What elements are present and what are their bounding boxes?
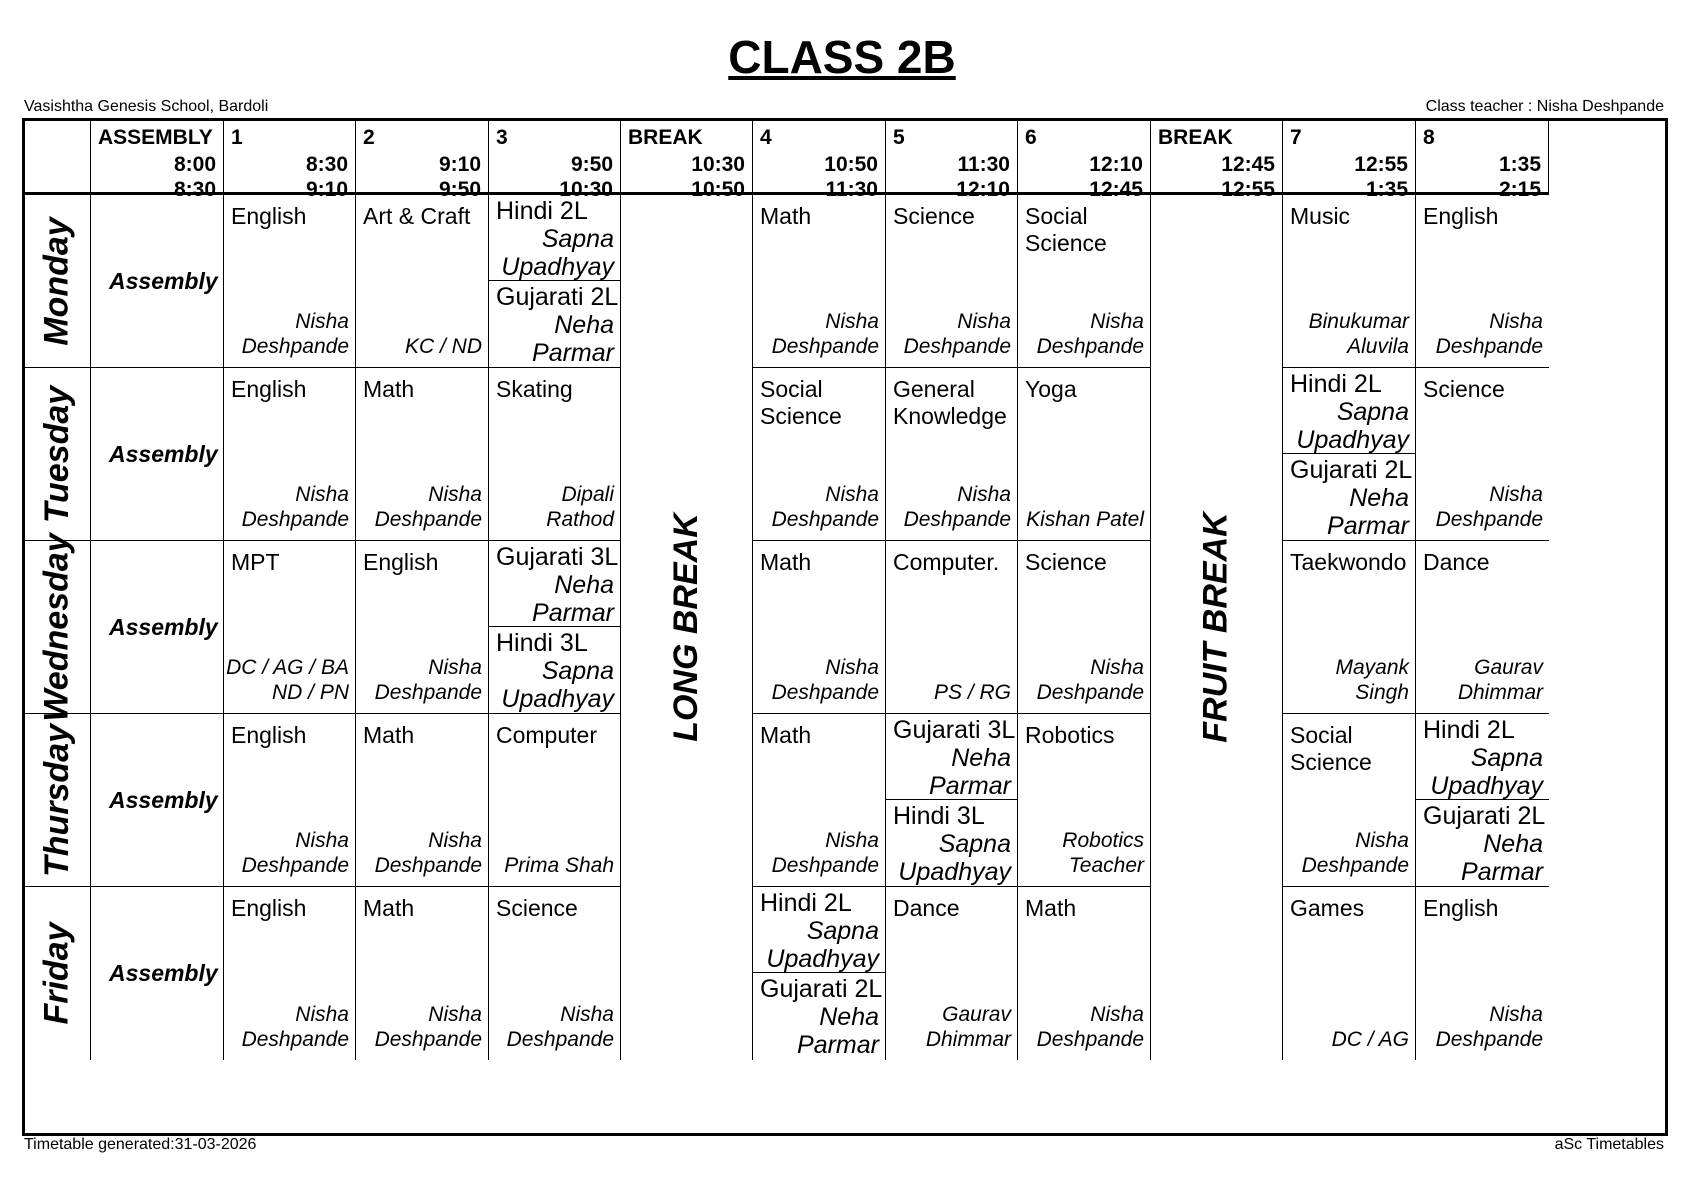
period-label: 1 (231, 126, 243, 149)
period-end: 8:30 (173, 178, 216, 201)
teacher-name: Nisha Deshpande (1301, 829, 1409, 877)
period-label: 6 (1025, 126, 1037, 149)
teacher-name: Neha Parmar (797, 1003, 879, 1059)
lesson-cell (753, 541, 886, 714)
split-lesson (886, 800, 1017, 887)
split-lesson (489, 627, 620, 714)
period-end: 10:30 (559, 178, 613, 201)
day-wrap (25, 368, 90, 540)
period-label: 5 (893, 126, 905, 149)
teacher-name: Robotics Teacher (1062, 829, 1144, 877)
lesson-cell (1018, 714, 1151, 887)
split-lesson (886, 714, 1017, 800)
split-lesson (1416, 714, 1549, 800)
lesson-cell (753, 714, 886, 887)
subject-name: Dance (1423, 549, 1490, 575)
teacher-name: Gaurav Dhimmar (1457, 656, 1543, 704)
subject-name: English (1423, 895, 1499, 921)
subject-name: Hindi 2L (1423, 716, 1515, 744)
subject-name: Computer. (893, 549, 1000, 575)
day-name: Monday (38, 216, 77, 346)
period-label: 2 (363, 126, 375, 149)
period-header (1283, 121, 1416, 201)
subject-name: Science (1025, 549, 1107, 575)
day-wrap (25, 714, 90, 886)
lesson-cell (489, 714, 621, 887)
day-label-cell (25, 368, 91, 541)
teacher-name: Nisha Deshpande (374, 1003, 482, 1051)
teacher-name: Nisha Deshpande (771, 310, 879, 358)
day-label-cell (25, 887, 91, 1060)
break-column (621, 195, 753, 1060)
assembly-cell (91, 887, 224, 1060)
split-lesson (489, 195, 620, 281)
period-header (91, 121, 224, 201)
teacher-name: Nisha Deshpande (374, 829, 482, 877)
period-end: 11:30 (825, 178, 878, 201)
teacher-name: Gaurav Dhimmar (925, 1003, 1011, 1051)
day-label-cell (25, 195, 91, 368)
assembly-cell (91, 541, 224, 714)
lesson-cell (1416, 368, 1549, 541)
teacher-name: Nisha Deshpande (1036, 656, 1144, 704)
lesson-cell (1283, 541, 1416, 714)
assembly-cell (91, 368, 224, 541)
split-lesson (489, 541, 620, 627)
teacher-name: KC / ND (404, 335, 482, 358)
assembly-cell (91, 195, 224, 368)
timetable-grid (22, 118, 1668, 1136)
teacher-name: Nisha Deshpande (1435, 1003, 1543, 1051)
period-header (1151, 121, 1283, 201)
lesson-cell (356, 541, 489, 714)
period-label: ASSEMBLY (98, 126, 213, 149)
subject-name: MPT (231, 549, 280, 575)
subject-name: Hindi 3L (893, 802, 985, 830)
teacher-name: Nisha Deshpande (1036, 310, 1144, 358)
day-name: Thursday (38, 723, 77, 877)
period-start: 11:30 (957, 153, 1010, 176)
software-brand: aSc Timetables (1554, 1136, 1664, 1153)
period-end: 12:45 (1089, 178, 1143, 201)
lesson-cell (886, 368, 1018, 541)
lesson-cell (1018, 887, 1151, 1060)
period-start: 1:35 (1498, 153, 1541, 176)
subject-name: Gujarati 2L (1423, 802, 1546, 830)
subject-name: General Knowledge (893, 376, 1007, 429)
assembly-label: Assembly (109, 960, 218, 986)
lesson-cell (1018, 195, 1151, 368)
period-start: 10:50 (824, 153, 878, 176)
long-break-label: LONG BREAK (667, 513, 705, 742)
teacher-name: Nisha Deshpande (771, 483, 879, 531)
subject-name: English (231, 203, 307, 229)
subject-name: Gujarati 2L (496, 283, 619, 311)
subject-name: Math (363, 722, 415, 748)
teacher-name: Nisha Deshpande (1435, 310, 1543, 358)
split-lesson (753, 973, 885, 1060)
period-start: 12:55 (1354, 153, 1408, 176)
lesson-cell (1283, 887, 1416, 1060)
teacher-name: Prima Shah (504, 854, 614, 877)
subject-name: Gujarati 3L (496, 543, 619, 571)
period-header (1416, 121, 1549, 201)
teacher-name: Neha Parmar (532, 311, 614, 367)
assembly-label: Assembly (109, 440, 218, 467)
period-label: BREAK (1158, 126, 1233, 149)
teacher-name: PS / RG (933, 681, 1011, 704)
teacher-name: Nisha Deshpande (771, 656, 879, 704)
teacher-name: Sapna Upadhyay (766, 917, 879, 973)
teacher-name: Neha Parmar (1461, 830, 1543, 886)
lesson-cell (489, 368, 621, 541)
assembly-label: Assembly (109, 613, 218, 640)
day-wrap (25, 887, 90, 1060)
lesson-cell (489, 541, 621, 714)
lesson-cell (1018, 368, 1151, 541)
subject-name: Hindi 3L (496, 629, 588, 657)
teacher-name: Sapna Upadhyay (1296, 398, 1409, 454)
teacher-name: Nisha Deshpande (374, 656, 482, 704)
period-start: 12:10 (1089, 153, 1143, 176)
teacher-name: Nisha Deshpande (506, 1003, 614, 1051)
day-label-cell (25, 714, 91, 887)
period-end: 12:55 (1221, 178, 1275, 201)
period-end: 10:50 (691, 178, 745, 201)
subject-name: Science (893, 203, 975, 229)
day-name: Wednesday (38, 532, 77, 722)
break-wrap (621, 195, 752, 1060)
teacher-name: Sapna Upadhyay (898, 830, 1011, 886)
lesson-cell (886, 541, 1018, 714)
period-end: 9:50 (438, 178, 481, 201)
split-lesson (489, 281, 620, 368)
lesson-cell (356, 714, 489, 887)
period-header (224, 121, 356, 201)
subject-name: Math (760, 203, 812, 229)
period-header (753, 121, 886, 201)
subject-name: Gujarati 2L (760, 975, 883, 1003)
page-title: CLASS 2B (728, 31, 956, 83)
subject-name: Math (363, 376, 415, 402)
teacher-name: Binukumar Aluvila (1308, 310, 1409, 358)
lesson-cell (886, 714, 1018, 887)
subject-name: Science (496, 895, 578, 921)
day-label-cell (25, 532, 91, 722)
subject-name: Hindi 2L (760, 889, 852, 917)
teacher-name: Sapna Upadhyay (1430, 744, 1543, 800)
period-end: 2:15 (1498, 178, 1541, 201)
period-end: 9:10 (305, 178, 348, 201)
subject-name: Computer (496, 722, 597, 748)
period-label: 8 (1423, 126, 1435, 149)
lesson-cell (1018, 541, 1151, 714)
subject-name: Math (363, 895, 415, 921)
subject-name: English (1423, 203, 1499, 229)
lesson-cell (753, 887, 886, 1060)
subject-name: Taekwondo (1290, 549, 1407, 575)
lesson-cell (1283, 368, 1416, 541)
period-header (489, 121, 621, 201)
period-header (1018, 121, 1151, 201)
teacher-name: Nisha Deshpande (241, 1003, 349, 1051)
teacher-name: Nisha Deshpande (903, 483, 1011, 531)
lesson-cell (224, 195, 356, 368)
subject-name: Hindi 2L (496, 197, 588, 225)
teacher-name: Nisha Deshpande (771, 829, 879, 877)
subject-name: Art & Craft (363, 203, 471, 229)
school-name: Vasishtha Genesis School, Bardoli (24, 98, 269, 115)
subject-name: Math (760, 722, 812, 748)
subject-name: Science (1423, 376, 1505, 402)
teacher-name: Nisha Deshpande (1036, 1003, 1144, 1051)
split-lesson (753, 887, 885, 973)
teacher-name: Mayank Singh (1335, 656, 1409, 704)
subject-name: Hindi 2L (1290, 370, 1382, 398)
period-start: 10:30 (691, 153, 745, 176)
period-start: 9:10 (438, 153, 481, 176)
lesson-cell (224, 368, 356, 541)
lesson-cell (753, 195, 886, 368)
subject-name: Robotics (1025, 722, 1115, 748)
lesson-cell (356, 887, 489, 1060)
period-header (356, 121, 489, 201)
subject-name: Skating (496, 376, 573, 402)
lesson-cell (489, 887, 621, 1060)
subject-name: English (231, 376, 307, 402)
corner-cell (25, 121, 91, 195)
teacher-name: Neha Parmar (1327, 484, 1409, 540)
teacher-name: Neha Parmar (929, 744, 1011, 800)
subject-name: Music (1290, 203, 1351, 229)
assembly-cell (91, 714, 224, 887)
lesson-cell (356, 368, 489, 541)
teacher-name: Kishan Patel (1026, 508, 1144, 531)
subject-name: Gujarati 3L (893, 716, 1016, 744)
day-name: Friday (38, 922, 77, 1025)
lesson-cell (224, 714, 356, 887)
teacher-name: Nisha Deshpande (903, 310, 1011, 358)
teacher-name: Sapna Upadhyay (501, 657, 614, 713)
class-teacher: Class teacher : Nisha Deshpande (1425, 98, 1664, 115)
day-wrap (25, 532, 90, 722)
assembly-label: Assembly (109, 267, 218, 294)
subject-name: Yoga (1025, 376, 1077, 402)
teacher-name: Nisha Deshpande (241, 483, 349, 531)
assembly-label: Assembly (109, 786, 218, 813)
lesson-cell (886, 195, 1018, 368)
subject-name: English (363, 549, 439, 575)
split-lesson (1283, 454, 1415, 541)
period-label: BREAK (628, 126, 703, 149)
subject-name: Gujarati 2L (1290, 456, 1413, 484)
period-label: 3 (496, 126, 508, 149)
teacher-name: DC / AG / BA ND / PN (226, 656, 349, 704)
period-header (886, 121, 1018, 201)
period-label: 7 (1290, 126, 1302, 149)
lesson-cell (1416, 195, 1549, 368)
lesson-cell (489, 195, 621, 368)
fruit-break-label: FRUIT BREAK (1197, 512, 1235, 743)
subject-name: English (231, 895, 307, 921)
period-end: 12:10 (956, 178, 1010, 201)
generated-date: Timetable generated:31-03-2026 (24, 1136, 257, 1153)
period-start: 8:00 (173, 153, 216, 176)
teacher-name: Neha Parmar (532, 571, 614, 627)
teacher-name: Nisha Deshpande (241, 310, 349, 358)
lesson-cell (1416, 714, 1549, 887)
teacher-name: Nisha Deshpande (241, 829, 349, 877)
lesson-cell (224, 541, 356, 714)
split-lesson (1416, 800, 1549, 887)
subject-name: Social Science (1290, 722, 1372, 775)
subject-name: Math (760, 549, 812, 575)
lesson-cell (753, 368, 886, 541)
subject-name: Dance (893, 895, 960, 921)
lesson-cell (886, 887, 1018, 1060)
period-end: 1:35 (1365, 178, 1408, 201)
teacher-name: DC / AG (1331, 1028, 1409, 1051)
period-start: 9:50 (570, 153, 613, 176)
lesson-cell (1283, 714, 1416, 887)
teacher-name: Nisha Deshpande (374, 483, 482, 531)
subject-name: Math (1025, 895, 1077, 921)
break-column (1151, 195, 1283, 1060)
split-lesson (1283, 368, 1415, 454)
teacher-name: Dipali Rathod (546, 483, 614, 531)
lesson-cell (1416, 541, 1549, 714)
period-label: 4 (760, 126, 772, 149)
day-name: Tuesday (38, 385, 77, 523)
day-wrap (25, 195, 90, 367)
period-header (621, 121, 753, 201)
subject-name: Social Science (1025, 203, 1107, 256)
period-start: 12:45 (1221, 153, 1275, 176)
lesson-cell (356, 195, 489, 368)
subject-name: English (231, 722, 307, 748)
lesson-cell (224, 887, 356, 1060)
subject-name: Social Science (760, 376, 842, 429)
teacher-name: Nisha Deshpande (1435, 483, 1543, 531)
break-wrap (1151, 195, 1282, 1060)
lesson-cell (1283, 195, 1416, 368)
teacher-name: Sapna Upadhyay (501, 225, 614, 281)
lesson-cell (1416, 887, 1549, 1060)
period-start: 8:30 (305, 153, 348, 176)
subject-name: Games (1290, 895, 1365, 921)
